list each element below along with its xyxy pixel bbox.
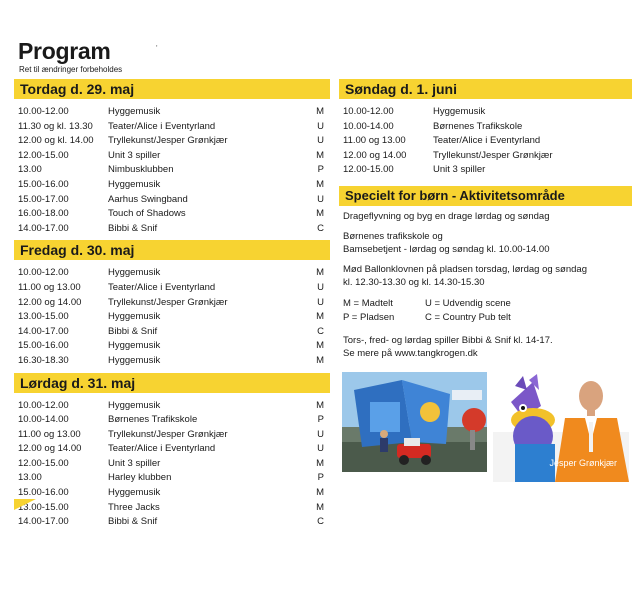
balloon-line-1: Mød Ballonklovnen på pladsen torsdag, lørdag og søndag (343, 264, 587, 276)
schedule-row (14, 399, 330, 414)
row-code: M (316, 178, 324, 190)
schedule-row (14, 105, 330, 120)
row-name: Bibbi & Snif (108, 325, 158, 337)
row-time: 10.00-12.00 (343, 106, 394, 117)
schedule-row (14, 134, 330, 149)
schedule-row (14, 325, 330, 340)
row-time: 12.00-15.00 (343, 164, 394, 176)
row-name: Hyggemusik (108, 354, 161, 366)
row-name: Tryllekunst/Jesper Grønkjær (108, 135, 228, 147)
row-code: C (317, 222, 324, 234)
bibbi-line-1: Tors-, fred- og lørdag spiller Bibbi & Snif kl. 14-17. (343, 335, 553, 347)
row-name: Børnenes Trafikskole (433, 120, 523, 132)
traffic-school-text (339, 231, 632, 256)
row-time: 13.00-15.00 (18, 311, 69, 323)
row-time: 10.00-12.00 (18, 106, 69, 117)
tick-mark: ' (156, 44, 158, 53)
schedule-row (14, 120, 330, 135)
schedule-row (339, 105, 632, 120)
row-name: Hyggemusik (108, 178, 161, 190)
row-name: Teater/Alice i Eventyrland (108, 281, 216, 293)
special-heading: Specielt for børn - Aktivitetsområde (339, 186, 632, 206)
row-time: 15.00-17.00 (18, 193, 69, 205)
row-code: U (317, 296, 324, 308)
row-code: P (317, 414, 324, 426)
day-heading: Fredag d. 30. maj (14, 240, 330, 260)
row-time: 12.00 og kl. 14.00 (18, 135, 94, 147)
day-section (14, 240, 330, 368)
traffic-school-line-2: Bamsebetjent - lørdag og søndag kl. 10.00-14.00 (343, 243, 550, 255)
row-name: Touch of Shadows (108, 208, 186, 220)
row-code: M (316, 487, 324, 499)
row-time: 14.00-17.00 (18, 516, 69, 528)
row-code: C (317, 325, 324, 337)
schedule-row (14, 149, 330, 164)
row-time: 12.00 og 14.00 (18, 296, 82, 308)
row-name: Tryllekunst/Jesper Grønkjær (108, 428, 228, 440)
schedule-row (14, 354, 330, 369)
schedule-row (339, 120, 632, 135)
row-code: U (317, 120, 324, 132)
row-time: 11.00 og 13.00 (18, 428, 81, 440)
row-code: P (317, 164, 324, 176)
row-name: Teater/Alice i Eventyrland (433, 135, 541, 147)
legend-country-pub: C = Country Pub telt (425, 312, 511, 324)
row-code: P (317, 472, 324, 484)
row-time: 15.00-16.00 (18, 487, 69, 499)
row-code: M (316, 106, 324, 117)
day-section (14, 79, 330, 236)
right-column (339, 79, 632, 368)
bibbi-snif-text (339, 335, 632, 360)
row-name: Bibbi & Snif (108, 222, 158, 234)
row-code: M (316, 267, 324, 279)
row-time: 10.00-14.00 (18, 414, 69, 426)
schedule-row (14, 428, 330, 443)
row-time: 16.00-18.00 (18, 208, 69, 220)
day-section-sunday (339, 79, 632, 178)
day-heading: Søndag d. 1. juni (339, 79, 632, 99)
row-code: M (316, 311, 324, 323)
row-name: Teater/Alice i Eventyrland (108, 443, 216, 455)
row-name: Unit 3 spiller (108, 149, 161, 161)
schedule-row (14, 281, 330, 296)
corner-decoration (14, 499, 36, 510)
row-time: 14.00-17.00 (18, 222, 69, 234)
legend-madtelt: M = Madtelt (343, 298, 393, 310)
legend-udvendig-scene: U = Udvendig scene (425, 298, 511, 310)
row-name: Unit 3 spiller (433, 164, 486, 176)
day-heading: Lørdag d. 31. maj (14, 373, 330, 393)
website-line: Se mere på www.tangkrogen.dk (343, 347, 478, 359)
row-code: U (317, 193, 324, 205)
row-time: 13.00-15.00 (18, 501, 69, 513)
day-section (14, 373, 330, 530)
row-code: M (316, 501, 324, 513)
page-subtitle: Ret til ændringer forbeholdes (19, 65, 123, 74)
row-time: 12.00 og 14.00 (343, 149, 407, 161)
schedule-row (14, 471, 330, 486)
row-code: M (316, 149, 324, 161)
row-time: 14.00-17.00 (18, 325, 69, 337)
row-time: 11.00 og 13.00 (18, 281, 81, 293)
row-name: Hyggemusik (433, 106, 486, 117)
schedule-row (14, 193, 330, 208)
row-name: Hyggemusik (108, 487, 161, 499)
row-name: Nimbusklubben (108, 164, 174, 176)
row-time: 15.00-16.00 (18, 340, 69, 352)
schedule-row (14, 296, 330, 311)
row-code: M (316, 354, 324, 366)
traffic-school-line-1: Børnenes trafikskole og (343, 231, 443, 243)
schedule-row (339, 149, 632, 164)
schedule-row (14, 501, 330, 516)
row-code: C (317, 516, 324, 528)
kite-text: Drageflyvning og byg en drage lørdag og søndag (343, 210, 550, 222)
row-time: 15.00-16.00 (18, 178, 69, 190)
schedule-row (339, 134, 632, 149)
row-code: U (317, 428, 324, 440)
schedule-row (14, 178, 330, 193)
schedule-row (14, 339, 330, 354)
schedule-row (14, 457, 330, 472)
row-time: 16.30-18.30 (18, 354, 69, 366)
row-name: Hyggemusik (108, 267, 161, 279)
row-time: 10.00-14.00 (343, 120, 394, 132)
photo-caption: Jesper Grønkjær (549, 458, 617, 468)
schedule-row (14, 413, 330, 428)
row-name: Hyggemusik (108, 399, 161, 411)
row-code: M (316, 399, 324, 411)
schedule-row (14, 163, 330, 178)
row-code: M (316, 340, 324, 352)
schedule-row (14, 486, 330, 501)
balloon-clown-text (339, 264, 632, 289)
row-name: Hyggemusik (108, 106, 161, 117)
row-time: 10.00-12.00 (18, 267, 69, 279)
row-code: U (317, 281, 324, 293)
row-time: 12.00-15.00 (18, 457, 69, 469)
schedule-row (339, 163, 632, 178)
row-name: Tryllekunst/Jesper Grønkjær (433, 149, 553, 161)
row-time: 11.00 og 13.00 (343, 135, 406, 147)
schedule-row (14, 515, 330, 530)
row-code: U (317, 443, 324, 455)
balloon-line-2: kl. 12.30-13.30 og kl. 14.30-15.30 (343, 276, 485, 288)
row-code: M (316, 208, 324, 220)
row-name: Tryllekunst/Jesper Grønkjær (108, 296, 228, 308)
row-time: 10.00-12.00 (18, 399, 69, 411)
schedule-row (14, 207, 330, 222)
row-time: 13.00 (18, 472, 42, 484)
day-heading: Tordag d. 29. maj (14, 79, 330, 99)
row-name: Bibbi & Snif (108, 516, 158, 528)
magician-photo (493, 372, 629, 482)
row-name: Hyggemusik (108, 340, 161, 352)
row-time: 12.00-15.00 (18, 149, 69, 161)
venue-legend (339, 297, 632, 327)
row-name: Harley klubben (108, 472, 172, 484)
page-title: Program (18, 38, 111, 64)
row-time: 13.00 (18, 164, 42, 176)
row-name: Teater/Alice i Eventyrland (108, 120, 216, 132)
row-name: Børnenes Trafikskole (108, 414, 198, 426)
left-column (14, 79, 330, 534)
row-name: Unit 3 spiller (108, 457, 161, 469)
row-name: Hyggemusik (108, 311, 161, 323)
schedule-row (14, 222, 330, 237)
legend-pladsen: P = Pladsen (343, 312, 395, 324)
row-name: Three Jacks (108, 501, 160, 513)
row-code: M (316, 457, 324, 469)
schedule-row (14, 310, 330, 325)
row-name: Aarhus Swingband (108, 193, 188, 205)
row-time: 12.00 og 14.00 (18, 443, 82, 455)
row-code: U (317, 135, 324, 147)
schedule-row (14, 442, 330, 457)
row-time: 11.30 og kl. 13.30 (18, 120, 93, 132)
schedule-row (14, 266, 330, 281)
bouncy-castle-photo (342, 372, 487, 472)
